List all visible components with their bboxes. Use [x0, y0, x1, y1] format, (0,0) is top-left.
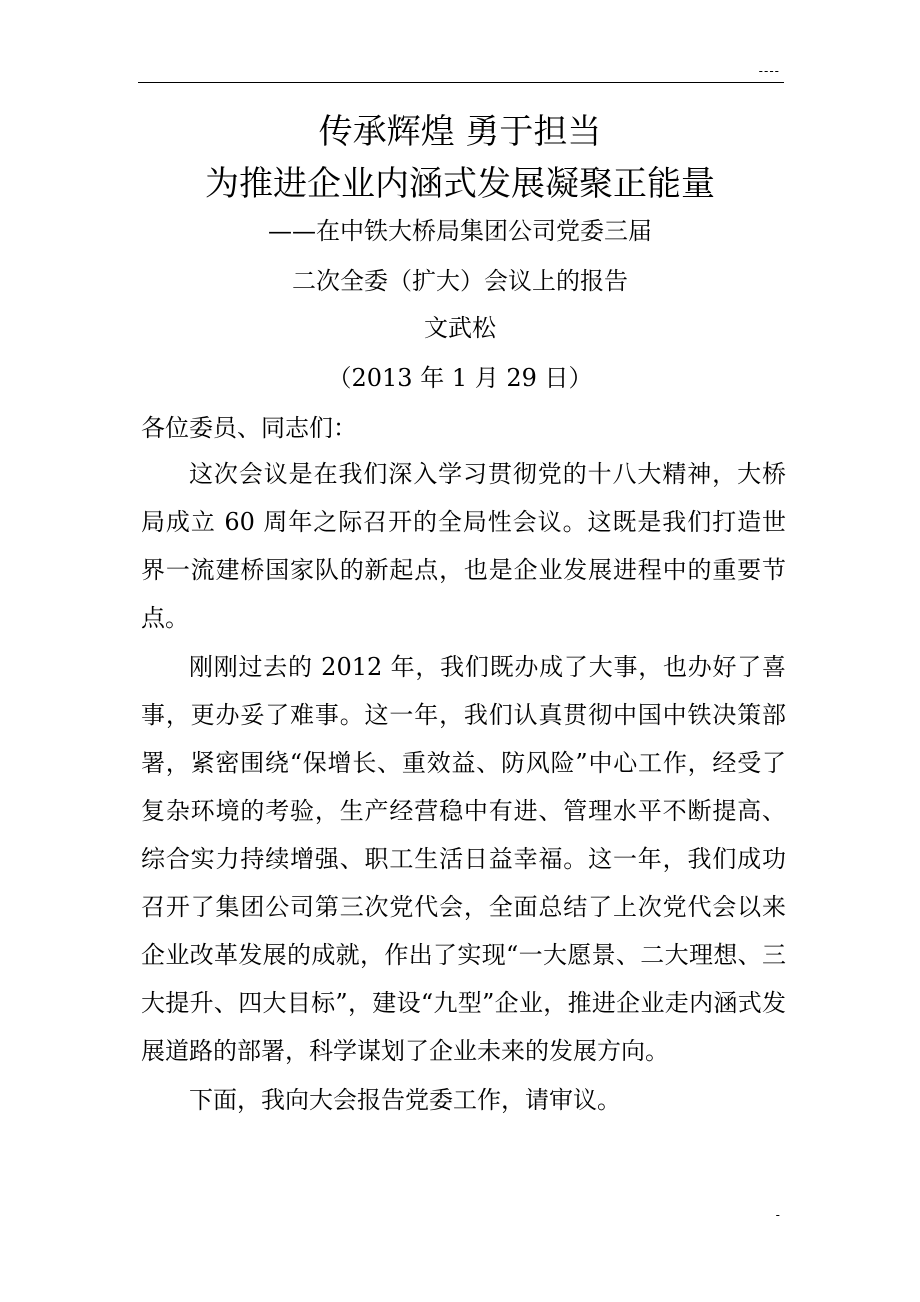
header-rule — [138, 82, 784, 83]
body-paragraph: 这次会议是在我们深入学习贯彻党的十八大精神，大桥局成立 60 周年之际召开的全局性会议。这既是我们打造世界一流建桥国家队的新起点，也是企业发展进程中的重要节点。 — [141, 460, 786, 632]
document-subtitle-line-2: 二次全委（扩大）会议上的报告 — [292, 267, 628, 295]
salutation: 各位委员、同志们： — [141, 414, 357, 442]
document-date: （2013 年 1 月 29 日） — [327, 364, 593, 392]
document-author: 文武松 — [424, 314, 496, 342]
document-title-line-2: 为推进企业内涵式发展凝聚正能量 — [205, 164, 715, 204]
footer-mark: - — [775, 1208, 780, 1222]
header-mark: ---- — [758, 64, 780, 78]
body-paragraph: 刚刚过去的 2012 年，我们既办成了大事，也办好了喜事，更办妥了难事。这一年，我们认真贯彻中国中铁决策部署，紧密围绕“保增长、重效益、防风险”中心工作，经受了复杂环境的考验，生产经营稳中有进、管理水平不断提高、综合实力持续增强、职工生活日益幸福。这一年，我们成功召开了集团公司第三次党代会，全面总结了上次党代会以来企业改革发展的成就，作出了实现“一大愿景、二大理想、三大提升、四大目标”，建设“九型”企业，推进企业走内涵式发展道路的部署，科学谋划了企业未来的发展方向。 — [141, 653, 786, 1065]
body-paragraph: 下面，我向大会报告党委工作，请审议。 — [189, 1086, 621, 1114]
document-subtitle-line-1: ——在中铁大桥局集团公司党委三届 — [268, 217, 652, 245]
document-title-line-1: 传承辉煌 勇于担当 — [318, 112, 602, 152]
